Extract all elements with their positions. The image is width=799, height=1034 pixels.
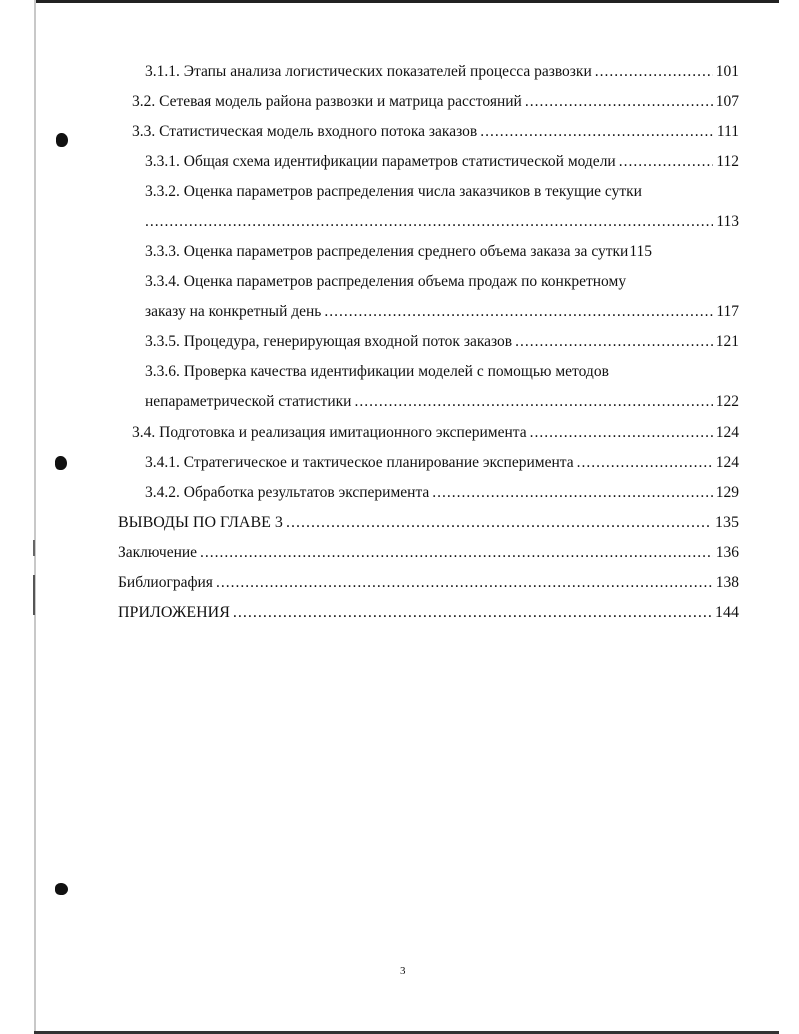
toc-entry-page: 107 [715,93,739,110]
toc-entry-page: 136 [715,544,739,561]
dot-leader [145,212,713,232]
toc-entry-page: 124 [715,424,739,441]
dot-leader [525,92,713,112]
toc-entry-page: 111 [716,123,739,140]
toc-entry-page: 129 [715,484,739,501]
toc-entry-page: 115 [629,243,653,260]
toc-entry [145,242,739,262]
toc-entry-title: 3.1.1. Этапы анализа логистических показателей процесса развозки [145,63,592,80]
toc-entry-title: 3.3.4. Оценка параметров распределения объема продаж по конкретному [145,273,627,290]
toc-entry-title: 3.2. Сетевая модель района развозки и матрица расстояний [132,93,522,110]
dot-leader [595,62,713,82]
toc-entry [145,152,739,172]
toc-entry-title: 3.3.3. Оценка параметров распределения среднего объема заказа за сутки [145,243,629,260]
toc-entry [145,332,739,352]
dot-leader [200,543,713,563]
toc-entry [118,513,739,533]
toc-entry-title: ВЫВОДЫ ПО ГЛАВЕ 3 [118,514,283,531]
dot-leader [354,392,712,412]
toc-entry-title: 3.3.5. Процедура, генерирующая входной поток заказов [145,333,513,350]
toc-entry [145,62,739,82]
toc-entry-title: Заключение [118,544,198,561]
binder-hole [56,133,68,147]
toc-entry [118,603,739,623]
toc-entry [132,423,739,443]
binder-hole [55,883,68,895]
dot-leader [286,513,712,533]
toc-entry-page: 135 [715,514,739,531]
toc-entry-title: 3.4.2. Обработка результатов эксперимента [145,484,430,501]
binder-hole [55,456,67,470]
toc-entry-title: 3.4.1. Стратегическое и тактическое планирование эксперимента [145,454,574,471]
toc-entry [118,543,739,563]
toc-entry-title: непараметрической статистики [145,393,352,410]
toc-entry-title: ПРИЛОЖЕНИЯ [118,604,230,621]
toc-entry [132,92,739,112]
toc-entry-page: 144 [715,604,739,621]
toc-entry-title: 3.3.6. Проверка качества идентификации моделей с помощью методов [145,363,609,380]
dot-leader [432,483,712,503]
toc-entry-page: 101 [715,63,739,80]
dot-leader [619,152,714,172]
toc-entry-page: 112 [716,153,739,170]
dot-leader [515,332,713,352]
toc-entry [145,483,739,503]
toc-entry [145,453,739,473]
toc-entry [118,573,739,593]
toc-entry-page: 121 [715,333,739,350]
toc-entry-title: заказу на конкретный день [145,303,322,320]
toc-entry-page: 138 [715,574,739,591]
page-number: 3 [400,965,406,977]
dot-leader [530,423,713,443]
toc-entry-page: 124 [715,454,739,471]
toc-entry [132,122,739,142]
toc-entry-page: 113 [716,213,739,230]
scan-mark [33,540,35,556]
toc-entry [145,212,739,232]
toc-entry [145,392,739,412]
dot-leader [233,603,712,623]
toc-entry [145,302,739,322]
scan-edge-left [34,0,36,1034]
dot-leader [577,453,713,473]
scan-mark [33,575,35,615]
toc-entry-title: 3.3.1. Общая схема идентификации параметров статистической модели [145,153,616,170]
toc-entry-title: 3.3. Статистическая модель входного потока заказов [132,123,478,140]
dot-leader [480,122,714,142]
dot-leader [216,573,713,593]
dot-leader [324,302,713,322]
toc-entry-page: 122 [715,393,739,410]
scan-edge-top [34,0,779,3]
toc-entry-title: Библиография [118,574,213,591]
toc-entry-page: 117 [716,303,739,320]
toc-entry-title: 3.4. Подготовка и реализация имитационного эксперимента [132,424,527,441]
toc-entry-title: 3.3.2. Оценка параметров распределения числа заказчиков в текущие сутки [145,183,642,200]
